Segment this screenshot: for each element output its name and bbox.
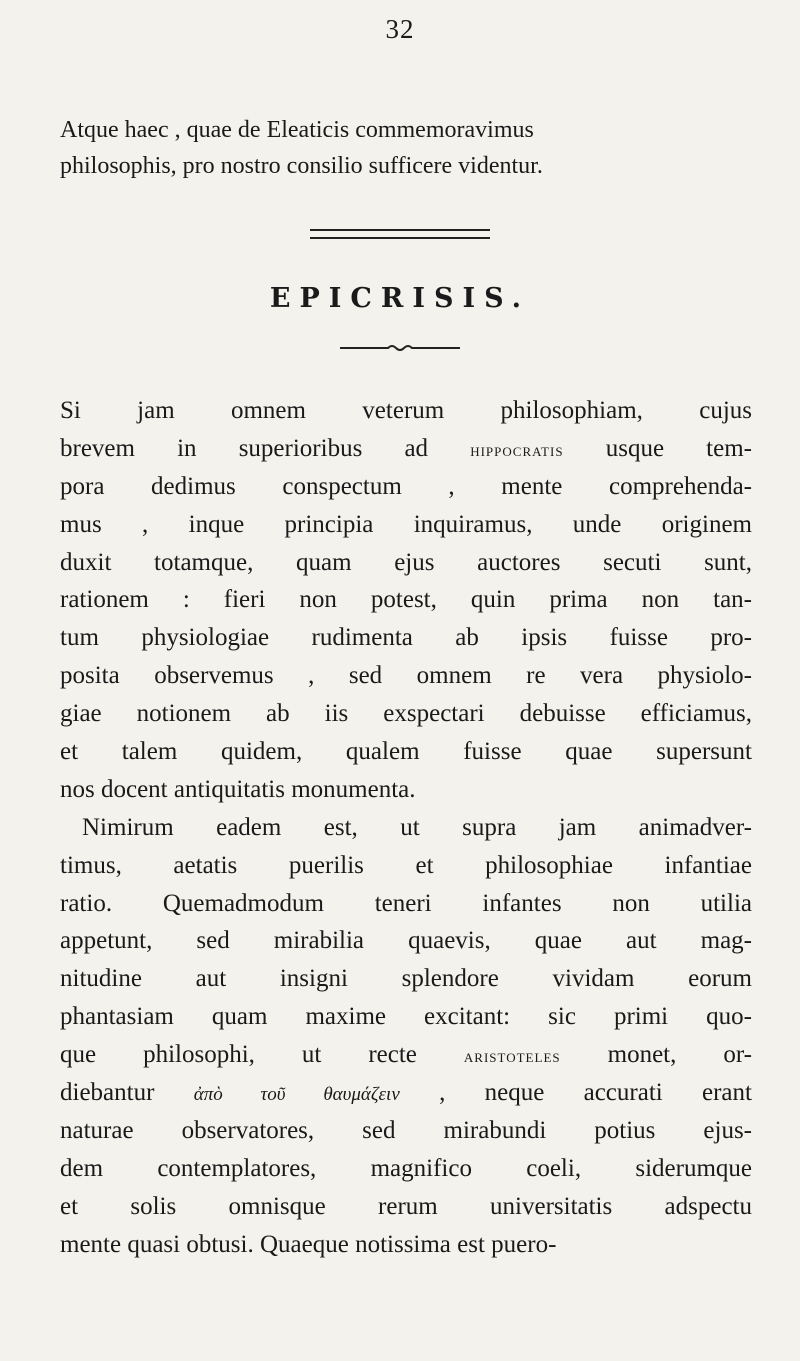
text-span: usque tem- xyxy=(563,434,752,462)
text-span: monet, or- xyxy=(560,1041,753,1069)
text-line: nitudine aut insigni splendore vividam eorum xyxy=(60,965,752,993)
page-number: 32 xyxy=(385,14,415,44)
text-line: mus , inque principia inquiramus, unde originem xyxy=(60,510,752,538)
text-line: naturae observatores, sed mirabundi potius ejus- xyxy=(60,1116,752,1144)
text-line: tum physiologiae rudimenta ab ipsis fuisse pro- xyxy=(60,624,752,652)
text-line: timus, aetatis puerilis et philosophiae infantiae xyxy=(60,851,752,879)
body-paragraph xyxy=(60,392,752,1263)
text-line xyxy=(60,430,752,468)
text-span: , neque accurati erant xyxy=(399,1079,752,1107)
text-line xyxy=(60,1074,752,1112)
text-line: ratio. Quemadmodum teneri infantes non utilia xyxy=(60,889,752,917)
greek-phrase: ἀπὸ τοῦ θαυμάζειν xyxy=(193,1084,400,1106)
text-line: pora dedimus conspectum , mente comprehenda- xyxy=(60,472,752,500)
intro-paragraph xyxy=(60,112,760,184)
text-line: posita observemus , sed omnem re vera physiolo- xyxy=(60,662,752,690)
text-line: nos docent antiquitatis monumenta. xyxy=(60,775,416,803)
text-line: et talem quidem, qualem fuisse quae supersunt xyxy=(60,738,752,766)
name-hippocrates: hippocratis xyxy=(470,439,564,461)
ornamental-rule xyxy=(340,344,460,352)
text-line: mente quasi obtusi. Quaeque notissima est puero- xyxy=(60,1230,557,1258)
text-line xyxy=(60,1036,752,1074)
text-span: brevem in superioribus ad xyxy=(60,434,471,462)
section-heading: EPICRISIS. xyxy=(269,283,531,314)
text-line: phantasiam quam maxime excitant: sic primi quo- xyxy=(60,1003,752,1031)
text-span: diebantur xyxy=(60,1079,194,1107)
text-line: rationem : fieri non potest, quin prima non tan- xyxy=(60,586,752,614)
text-line: dem contemplatores, magnifico coeli, siderumque xyxy=(60,1154,752,1182)
intro-line: Atque haec , quae de Eleaticis commemoravimus xyxy=(60,117,534,143)
text-line: giae notionem ab iis exspectari debuisse efficiamus, xyxy=(60,700,752,728)
intro-line: philosophis, pro nostro consilio sufficere videntur. xyxy=(60,153,543,179)
text-line: appetunt, sed mirabilia quaevis, quae aut mag- xyxy=(60,927,752,955)
double-rule-divider xyxy=(310,229,490,239)
text-line: duxit totamque, quam ejus auctores secuti sunt, xyxy=(60,548,752,576)
text-line: Nimirum eadem est, ut supra jam animadver- xyxy=(82,813,752,841)
text-span: que philosophi, ut recte xyxy=(60,1041,464,1069)
text-line: Si jam omnem veterum philosophiam, cujus xyxy=(60,397,752,424)
text-line: et solis omnisque rerum universitatis adspectu xyxy=(60,1192,752,1220)
name-aristoteles: aristoteles xyxy=(463,1046,561,1068)
